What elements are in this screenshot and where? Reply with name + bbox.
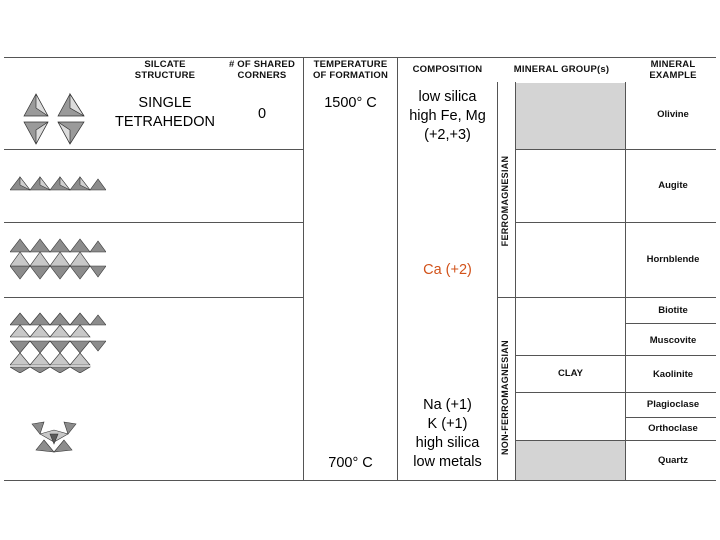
mineral-biotite: Biotite xyxy=(658,305,688,316)
single-chain-icon xyxy=(10,174,106,194)
mineral-plagioclase: Plagioclase xyxy=(646,399,700,410)
example-sep-plag xyxy=(625,417,716,418)
row-sep-3 xyxy=(4,297,303,298)
composition-bottom: Na (+1) K (+1) high silica low metals xyxy=(413,397,482,470)
group-ferromagnesian: FERROMAGNESIAN xyxy=(500,155,510,247)
header-corners: # OF SHARED CORNERS xyxy=(228,59,296,81)
example-sep-kaolinite xyxy=(515,392,716,393)
gray-cell-olivine xyxy=(516,83,625,149)
framework-structure-icon xyxy=(30,420,78,454)
temperature-700: 700° C xyxy=(328,455,373,471)
structure-single-tetrahedon: SINGLE TETRAHEDON xyxy=(115,95,215,130)
double-chain-icon xyxy=(10,236,106,282)
mineral-quartz: Quartz xyxy=(657,455,689,466)
mineral-hornblende: Hornblende xyxy=(646,254,700,265)
corners-zero: 0 xyxy=(257,106,267,122)
table-bottom-border xyxy=(4,480,716,481)
mineral-muscovite: Muscovite xyxy=(649,335,697,346)
group-sep-2 xyxy=(515,222,716,223)
example-sep-muscovite xyxy=(515,355,716,356)
table-top-border xyxy=(4,57,716,58)
group-sep-3 xyxy=(515,297,716,298)
row-sep-2 xyxy=(4,222,303,223)
row-sep-1 xyxy=(4,149,303,150)
group-sep-1 xyxy=(515,149,716,150)
col-divider-group-bar xyxy=(497,82,498,480)
col-divider-temperature xyxy=(303,57,304,480)
header-composition: COMPOSITION xyxy=(412,64,483,75)
composition-top: low silica high Fe, Mg (+2,+3) xyxy=(409,89,486,143)
example-sep-biotite xyxy=(625,323,716,324)
mineral-augite: Augite xyxy=(658,180,688,191)
mineral-orthoclase: Orthoclase xyxy=(648,423,698,434)
mineral-olivine: Olivine xyxy=(657,109,689,120)
gray-cell-quartz xyxy=(516,441,625,480)
composition-ca: Ca (+2) xyxy=(423,262,472,278)
group-clay: CLAY xyxy=(558,368,583,379)
sheet-structure-icon xyxy=(10,311,106,373)
header-example: MINERAL EXAMPLE xyxy=(649,59,697,81)
header-group: MINERAL GROUP(s) xyxy=(513,64,610,75)
tetrahedron-cluster-icon xyxy=(18,88,92,148)
col-divider-example xyxy=(625,82,626,480)
ferro-bottom xyxy=(497,297,515,298)
header-structure: SILCATE STRUCTURE xyxy=(134,59,196,81)
temperature-1500: 1500° C xyxy=(324,95,377,111)
header-temperature: TEMPERATURE OF FORMATION xyxy=(312,59,389,81)
mineral-kaolinite: Kaolinite xyxy=(652,369,694,380)
group-nonferromagnesian: NON-FERROMAGNESIAN xyxy=(500,340,510,455)
